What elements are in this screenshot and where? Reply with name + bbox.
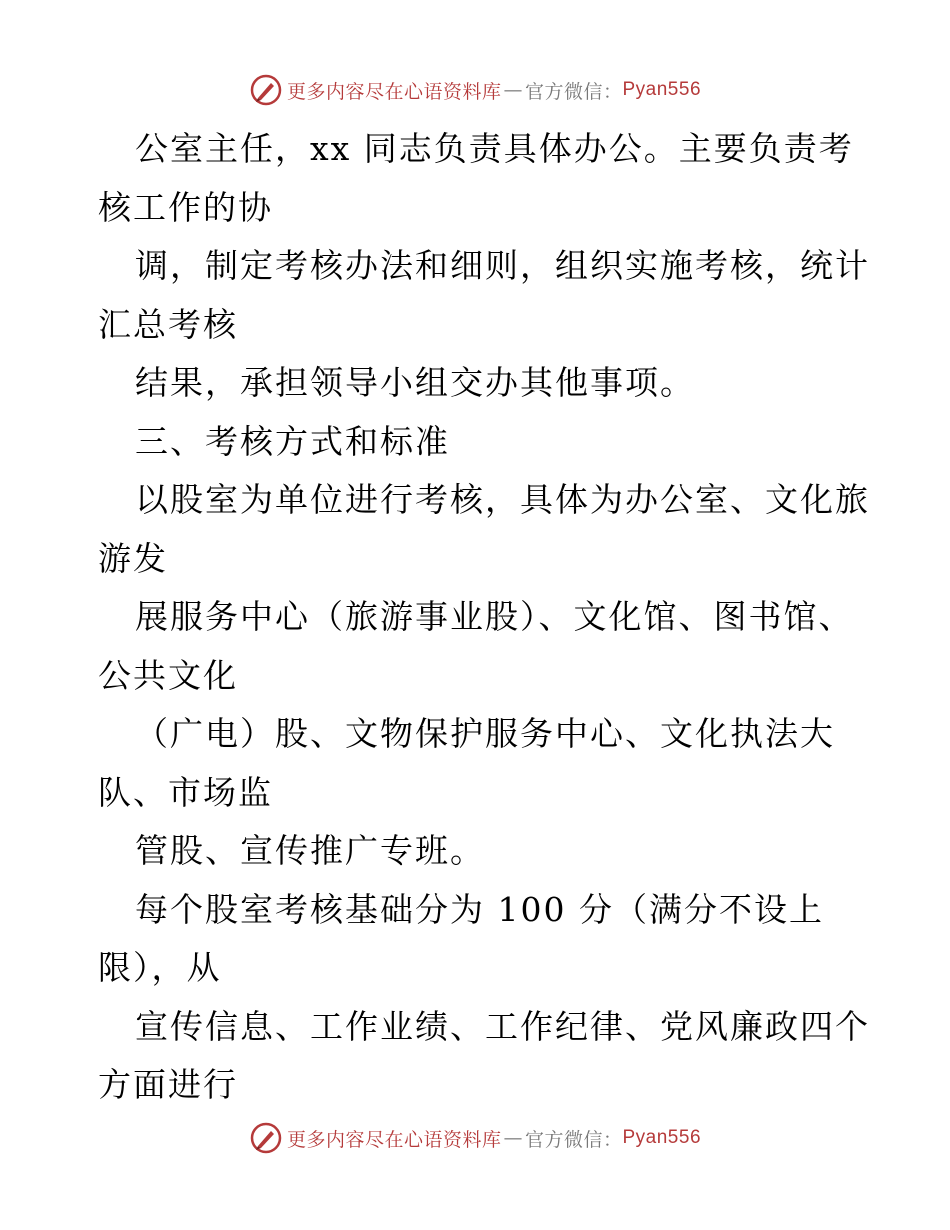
text-line: 每个股室考核基础分为 100 分（满分不设上 (135, 889, 824, 929)
watermark-brand-text: 更多内容尽在心语资料库 (286, 1128, 502, 1151)
text-line: 限），从 (98, 948, 222, 987)
watermark-wechat-id: Pyan556 (622, 79, 702, 100)
text-line: （广电）股、文物保护服务中心、文化执法大 (135, 714, 835, 753)
pen-logo-icon (249, 73, 283, 107)
watermark-separator: — (503, 79, 523, 101)
text-line: 核工作的协 (98, 187, 273, 227)
text-line: 结果，承担领导小组交办其他事项。 (135, 363, 695, 402)
text-line: 公室主任，xx 同志负责具体办公。主要负责考 (135, 129, 854, 168)
text-line: 游发 (98, 538, 168, 578)
document-body (98, 120, 888, 1115)
text-line: 管股、宣传推广专班。 (135, 831, 485, 870)
watermark-separator: — (503, 1127, 523, 1149)
watermark-brand-text: 更多内容尽在心语资料库 (286, 80, 502, 103)
section-heading: 三、考核方式和标准 (135, 421, 450, 461)
text-line: 公共文化 (98, 655, 238, 695)
watermark-wechat-id: Pyan556 (622, 1127, 702, 1148)
text-line: 汇总考核 (98, 304, 238, 344)
text-line: 调，制定考核办法和细则，组织实施考核，统计 (135, 246, 870, 285)
pen-logo-icon (249, 1121, 283, 1155)
text-line: 队、市场监 (98, 772, 273, 812)
text-line: 展服务中心（旅游事业股）、文化馆、图书馆、 (135, 597, 854, 636)
watermark-wechat-label: 官方微信： (524, 1128, 623, 1151)
watermark-wechat-label: 官方微信： (524, 80, 623, 103)
text-line: 方面进行 (98, 1065, 238, 1104)
text-line: 以股室为单位进行考核，具体为办公室、文化旅 (135, 480, 870, 519)
header-watermark (0, 70, 950, 110)
footer-watermark (0, 1118, 950, 1158)
text-line: 宣传信息、工作业绩、工作纪律、党风廉政四个 (135, 1006, 870, 1046)
